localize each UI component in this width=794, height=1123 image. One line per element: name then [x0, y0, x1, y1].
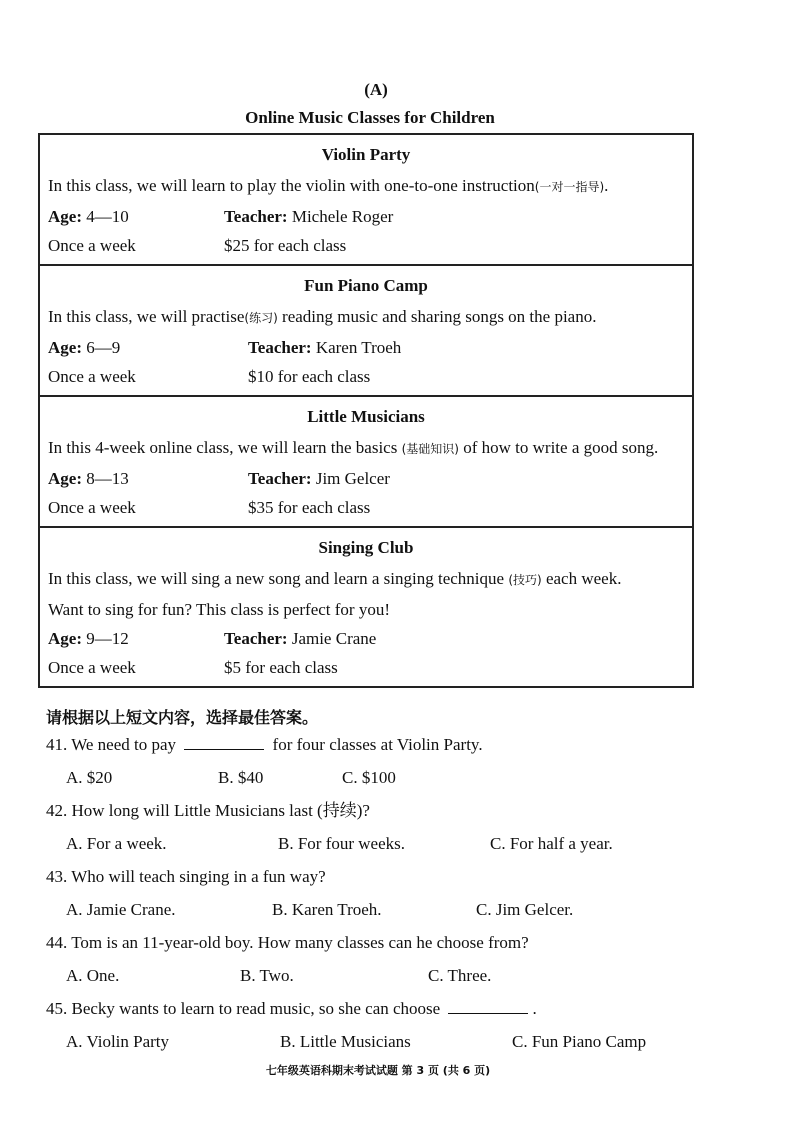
- class-frequency-price: Once a week $10 for each class: [48, 367, 371, 386]
- option-c[interactable]: C. For half a year.: [490, 834, 613, 853]
- class-title: Little Musicians: [307, 407, 425, 426]
- page-title: Online Music Classes for Children: [245, 108, 495, 127]
- question-44-options: [66, 965, 746, 987]
- option-b[interactable]: B. Two.: [240, 966, 294, 985]
- option-c[interactable]: C. Jim Gelcer.: [476, 900, 574, 919]
- class-description: In this class, we will sing a new song and learn a singing technique (技巧) each week.: [48, 569, 622, 588]
- class-frequency-price: Once a week $5 for each class: [48, 658, 338, 677]
- class-description: In this class, we will learn to play the violin with one-to-one instruction(一对一指导).: [48, 176, 609, 195]
- option-a[interactable]: A. For a week.: [66, 834, 167, 853]
- class-cell-fun-piano-camp: [40, 266, 692, 397]
- option-b[interactable]: B. For four weeks.: [278, 834, 406, 853]
- class-title: Singing Club: [318, 538, 414, 557]
- question-41-options: [66, 767, 746, 789]
- class-age-teacher: Age: 9—12 Teacher: Jamie Crane: [48, 629, 377, 648]
- class-cell-violin-party: [40, 135, 692, 266]
- class-age-teacher: Age: 6—9 Teacher: Karen Troeh: [48, 338, 402, 357]
- option-c[interactable]: C. $100: [342, 768, 396, 787]
- answer-blank: [448, 999, 528, 1014]
- question-43-options: [66, 899, 746, 921]
- question-44: 44. Tom is an 11-year-old boy. How many classes can he choose from?: [46, 933, 529, 952]
- questions: [46, 734, 746, 1064]
- option-a[interactable]: A. Jamie Crane.: [66, 900, 176, 919]
- page-footer: 七年级英语科期末考试试题 第 3 页 (共 6 页): [265, 1064, 491, 1077]
- class-title: Fun Piano Camp: [304, 276, 428, 295]
- option-b[interactable]: B. Karen Troeh.: [272, 900, 382, 919]
- class-frequency-price: Once a week $35 for each class: [48, 498, 371, 517]
- section-label: (A): [364, 80, 388, 99]
- instructions: 请根据以上短文内容，选择最佳答案。: [46, 708, 319, 727]
- class-frequency-price: Once a week $25 for each class: [48, 236, 347, 255]
- class-description: In this 4-week online class, we will learn the basics (基础知识) of how to write a good song.: [48, 438, 659, 457]
- class-cell-little-musicians: [40, 397, 692, 528]
- answer-blank: [184, 735, 264, 750]
- question-45: 45. Becky wants to learn to read music, so she can choose .: [46, 999, 537, 1018]
- option-a[interactable]: A. $20: [66, 768, 113, 787]
- question-41: 41. We need to pay for four classes at Violin Party.: [46, 735, 483, 754]
- option-c[interactable]: C. Three.: [428, 966, 492, 985]
- option-c[interactable]: C. Fun Piano Camp: [512, 1032, 647, 1051]
- class-title: Violin Party: [321, 145, 411, 164]
- question-42: 42. How long will Little Musicians last (持续)?: [46, 801, 370, 820]
- class-description: In this class, we will practise(练习) reading music and sharing songs on the piano.: [48, 307, 597, 326]
- option-a[interactable]: A. One.: [66, 966, 120, 985]
- question-43: 43. Who will teach singing in a fun way?: [46, 867, 326, 886]
- option-b[interactable]: B. $40: [218, 768, 264, 787]
- class-cell-singing-club: [40, 528, 692, 686]
- class-age-teacher: Age: 4—10 Teacher: Michele Roger: [48, 207, 394, 226]
- option-b[interactable]: B. Little Musicians: [280, 1032, 411, 1051]
- classes-table: [38, 133, 694, 688]
- question-45-options: [66, 1031, 746, 1053]
- question-42-options: [66, 833, 746, 855]
- class-age-teacher: Age: 8—13 Teacher: Jim Gelcer: [48, 469, 390, 488]
- option-a[interactable]: A. Violin Party: [66, 1032, 170, 1051]
- class-description-extra: Want to sing for fun? This class is perfect for you!: [48, 600, 391, 619]
